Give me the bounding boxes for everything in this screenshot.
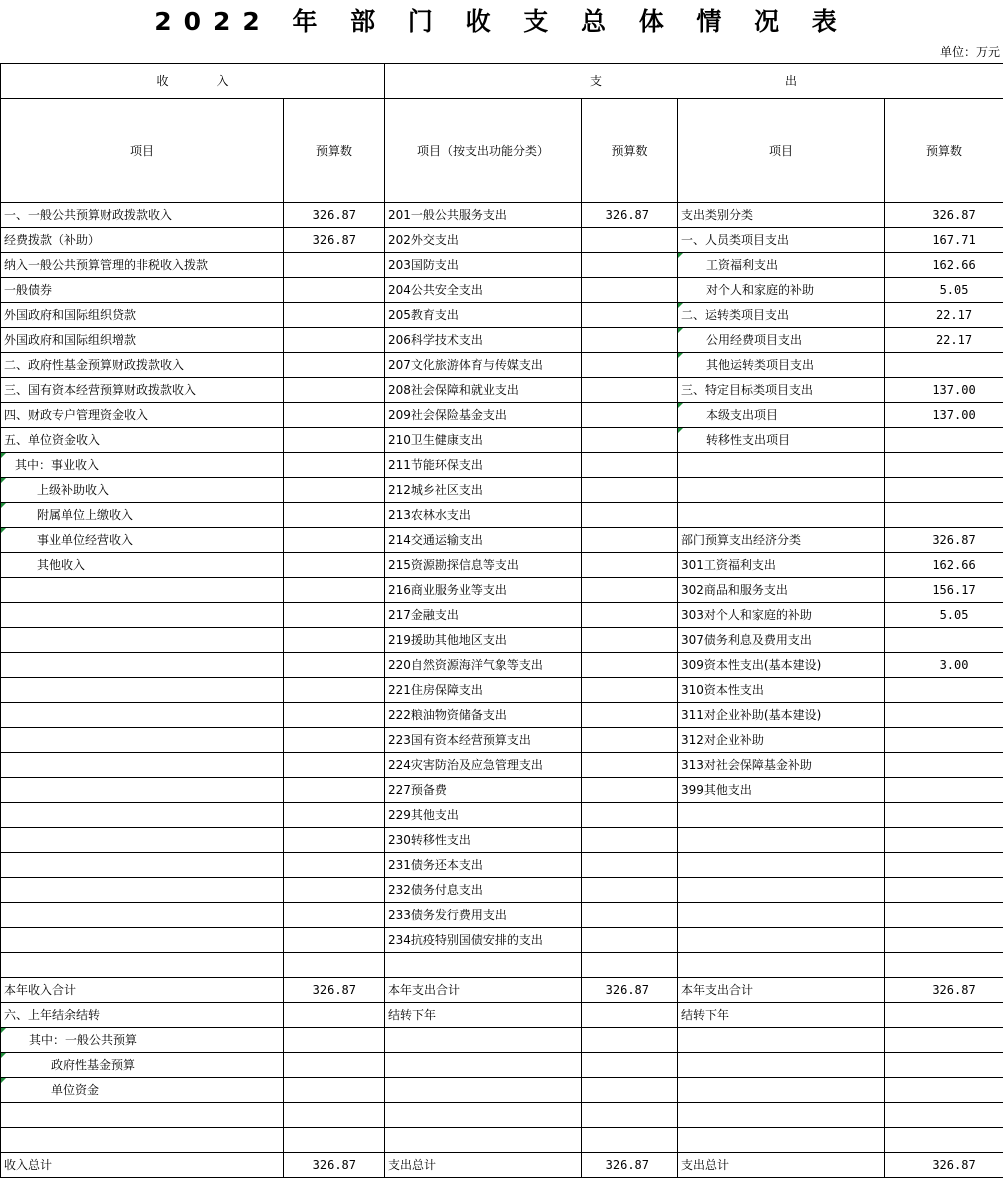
category-budget-cell bbox=[885, 778, 1003, 803]
unit-label: 单位：万元 bbox=[939, 45, 1000, 59]
category-item-cell: 本年支出合计 bbox=[678, 978, 885, 1003]
income-budget-cell bbox=[284, 278, 385, 303]
category-budget-cell: 326.87 bbox=[885, 978, 1003, 1003]
income-budget-cell bbox=[284, 1053, 385, 1078]
category-budget-cell: 137.00 bbox=[885, 403, 1003, 428]
category-item-cell: 转移性支出项目 bbox=[678, 428, 885, 453]
function-budget-cell bbox=[582, 428, 678, 453]
income-budget-cell bbox=[284, 253, 385, 278]
section-header-row bbox=[1, 64, 1003, 99]
income-budget-cell bbox=[284, 403, 385, 428]
income-item-cell bbox=[1, 603, 284, 628]
income-item-cell: 一、一般公共预算财政拨款收入 bbox=[1, 203, 284, 228]
table-row bbox=[1, 928, 1003, 953]
income-budget-cell bbox=[284, 1078, 385, 1103]
category-budget-cell bbox=[885, 1053, 1003, 1078]
table-row bbox=[1, 278, 1003, 303]
category-budget-cell bbox=[885, 878, 1003, 903]
category-budget-cell: 162.66 bbox=[885, 253, 1003, 278]
table-row bbox=[1, 1053, 1003, 1078]
category-item-cell: 公用经费项目支出 bbox=[678, 328, 885, 353]
function-item-cell: 230转移性支出 bbox=[385, 828, 582, 853]
income-budget-cell bbox=[284, 703, 385, 728]
function-budget-cell bbox=[582, 478, 678, 503]
category-item-cell bbox=[678, 1128, 885, 1153]
category-item-cell: 312对企业补助 bbox=[678, 728, 885, 753]
section-expense bbox=[385, 64, 1003, 99]
function-item-cell bbox=[385, 1103, 582, 1128]
category-budget-cell: 326.87 bbox=[885, 528, 1003, 553]
table-row bbox=[1, 1078, 1003, 1103]
function-item-cell: 203国防支出 bbox=[385, 253, 582, 278]
function-item-cell: 211节能环保支出 bbox=[385, 453, 582, 478]
category-item-cell: 支出总计 bbox=[678, 1153, 885, 1178]
income-item-cell: 单位资金 bbox=[1, 1078, 284, 1103]
income-item-cell bbox=[1, 878, 284, 903]
function-budget-cell bbox=[582, 528, 678, 553]
income-item-cell: 五、单位资金收入 bbox=[1, 428, 284, 453]
income-budget-cell bbox=[284, 903, 385, 928]
function-item-cell: 216商业服务业等支出 bbox=[385, 578, 582, 603]
income-budget-cell bbox=[284, 378, 385, 403]
income-item-cell bbox=[1, 828, 284, 853]
table-row bbox=[1, 703, 1003, 728]
function-item-cell: 229其他支出 bbox=[385, 803, 582, 828]
category-budget-cell: 156.17 bbox=[885, 578, 1003, 603]
income-budget-cell bbox=[284, 753, 385, 778]
function-budget-cell bbox=[582, 878, 678, 903]
function-budget-cell bbox=[582, 278, 678, 303]
income-item-cell: 其中：事业收入 bbox=[1, 453, 284, 478]
table-row bbox=[1, 1103, 1003, 1128]
column-header-row bbox=[1, 99, 1003, 203]
table-row bbox=[1, 953, 1003, 978]
function-budget-cell bbox=[582, 678, 678, 703]
function-budget-cell bbox=[582, 728, 678, 753]
function-budget-cell: 326.87 bbox=[582, 203, 678, 228]
category-budget-cell: 5.05 bbox=[885, 278, 1003, 303]
income-budget-cell bbox=[284, 1103, 385, 1128]
category-item-cell bbox=[678, 1078, 885, 1103]
category-item-cell: 三、特定目标类项目支出 bbox=[678, 378, 885, 403]
function-budget-cell bbox=[582, 353, 678, 378]
income-item-cell: 六、上年结余结转 bbox=[1, 1003, 284, 1028]
income-item-cell: 二、政府性基金预算财政拨款收入 bbox=[1, 353, 284, 378]
income-item-cell: 其中：一般公共预算 bbox=[1, 1028, 284, 1053]
function-item-cell: 221住房保障支出 bbox=[385, 678, 582, 703]
income-budget-cell bbox=[284, 728, 385, 753]
income-item-cell bbox=[1, 1128, 284, 1153]
income-budget-cell bbox=[284, 678, 385, 703]
function-budget-cell bbox=[582, 403, 678, 428]
category-item-cell: 313对社会保障基金补助 bbox=[678, 753, 885, 778]
category-budget-cell bbox=[885, 628, 1003, 653]
function-item-cell: 本年支出合计 bbox=[385, 978, 582, 1003]
category-budget-cell: 22.17 bbox=[885, 328, 1003, 353]
function-item-cell: 222粮油物资储备支出 bbox=[385, 703, 582, 728]
income-budget-cell bbox=[284, 478, 385, 503]
income-item-cell: 收入总计 bbox=[1, 1153, 284, 1178]
category-item-cell: 303对个人和家庭的补助 bbox=[678, 603, 885, 628]
income-budget-cell bbox=[284, 578, 385, 603]
function-budget-cell bbox=[582, 653, 678, 678]
category-budget-cell bbox=[885, 1128, 1003, 1153]
category-item-cell: 311对企业补助(基本建设) bbox=[678, 703, 885, 728]
category-budget-cell bbox=[885, 728, 1003, 753]
function-budget-cell bbox=[582, 853, 678, 878]
income-item-cell: 一般债券 bbox=[1, 278, 284, 303]
income-item-cell: 三、国有资本经营预算财政拨款收入 bbox=[1, 378, 284, 403]
function-budget-cell bbox=[582, 378, 678, 403]
function-item-cell: 231债务还本支出 bbox=[385, 853, 582, 878]
header-item-3: 项目 bbox=[678, 99, 885, 203]
function-item-cell: 232债务付息支出 bbox=[385, 878, 582, 903]
income-budget-cell bbox=[284, 603, 385, 628]
function-item-cell: 212城乡社区支出 bbox=[385, 478, 582, 503]
table-row bbox=[1, 453, 1003, 478]
function-budget-cell bbox=[582, 703, 678, 728]
table-row bbox=[1, 853, 1003, 878]
income-item-cell: 上级补助收入 bbox=[1, 478, 284, 503]
income-budget-cell bbox=[284, 653, 385, 678]
function-budget-cell bbox=[582, 228, 678, 253]
category-budget-cell bbox=[885, 703, 1003, 728]
income-item-cell bbox=[1, 728, 284, 753]
income-item-cell: 本年收入合计 bbox=[1, 978, 284, 1003]
header-budget-3: 预算数 bbox=[885, 99, 1003, 203]
income-budget-cell bbox=[284, 553, 385, 578]
function-budget-cell bbox=[582, 628, 678, 653]
category-item-cell: 工资福利支出 bbox=[678, 253, 885, 278]
category-budget-cell bbox=[885, 428, 1003, 453]
function-item-cell: 223国有资本经营预算支出 bbox=[385, 728, 582, 753]
table-row bbox=[1, 528, 1003, 553]
category-budget-cell: 167.71 bbox=[885, 228, 1003, 253]
table-row bbox=[1, 828, 1003, 853]
income-budget-cell bbox=[284, 878, 385, 903]
category-item-cell bbox=[678, 1053, 885, 1078]
budget-table bbox=[0, 63, 1003, 1178]
table-row bbox=[1, 1028, 1003, 1053]
function-budget-cell bbox=[582, 1128, 678, 1153]
header-item: 项目 bbox=[1, 99, 284, 203]
category-item-cell: 本级支出项目 bbox=[678, 403, 885, 428]
function-item-cell: 209社会保险基金支出 bbox=[385, 403, 582, 428]
page-title: 2022 年 部 门 收 支 总 体 情 况 表 bbox=[154, 7, 849, 36]
income-budget-cell bbox=[284, 1128, 385, 1153]
function-budget-cell: 326.87 bbox=[582, 978, 678, 1003]
table-row bbox=[1, 603, 1003, 628]
function-budget-cell bbox=[582, 603, 678, 628]
table-row bbox=[1, 503, 1003, 528]
table-row bbox=[1, 878, 1003, 903]
table-row bbox=[1, 653, 1003, 678]
table-row bbox=[1, 353, 1003, 378]
category-budget-cell: 137.00 bbox=[885, 378, 1003, 403]
function-item-cell: 204公共安全支出 bbox=[385, 278, 582, 303]
function-item-cell: 206科学技术支出 bbox=[385, 328, 582, 353]
category-budget-cell bbox=[885, 453, 1003, 478]
function-budget-cell bbox=[582, 903, 678, 928]
table-row bbox=[1, 678, 1003, 703]
function-item-cell: 205教育支出 bbox=[385, 303, 582, 328]
income-item-cell: 经费拨款（补助） bbox=[1, 228, 284, 253]
section-expense-left: 支 bbox=[590, 74, 603, 88]
income-budget-cell: 326.87 bbox=[284, 203, 385, 228]
category-item-cell: 302商品和服务支出 bbox=[678, 578, 885, 603]
category-item-cell: 支出类别分类 bbox=[678, 203, 885, 228]
category-item-cell: 其他运转类项目支出 bbox=[678, 353, 885, 378]
function-item-cell bbox=[385, 1078, 582, 1103]
table-row bbox=[1, 753, 1003, 778]
table-row bbox=[1, 978, 1003, 1003]
function-budget-cell bbox=[582, 1103, 678, 1128]
income-item-cell: 外国政府和国际组织贷款 bbox=[1, 303, 284, 328]
income-item-cell: 事业单位经营收入 bbox=[1, 528, 284, 553]
income-budget-cell bbox=[284, 1028, 385, 1053]
function-item-cell bbox=[385, 953, 582, 978]
function-item-cell: 201一般公共服务支出 bbox=[385, 203, 582, 228]
header-budget: 预算数 bbox=[284, 99, 385, 203]
table-row bbox=[1, 553, 1003, 578]
category-budget-cell bbox=[885, 678, 1003, 703]
income-item-cell bbox=[1, 928, 284, 953]
function-item-cell: 234抗疫特别国债安排的支出 bbox=[385, 928, 582, 953]
category-item-cell bbox=[678, 1028, 885, 1053]
function-budget-cell bbox=[582, 778, 678, 803]
category-item-cell bbox=[678, 953, 885, 978]
income-item-cell bbox=[1, 628, 284, 653]
income-item-cell bbox=[1, 678, 284, 703]
income-budget-cell bbox=[284, 303, 385, 328]
function-item-cell bbox=[385, 1128, 582, 1153]
income-budget-cell bbox=[284, 353, 385, 378]
category-item-cell bbox=[678, 478, 885, 503]
table-row bbox=[1, 378, 1003, 403]
income-item-cell bbox=[1, 853, 284, 878]
function-budget-cell bbox=[582, 953, 678, 978]
function-budget-cell bbox=[582, 1053, 678, 1078]
income-budget-cell: 326.87 bbox=[284, 1153, 385, 1178]
category-budget-cell: 3.00 bbox=[885, 653, 1003, 678]
category-budget-cell: 22.17 bbox=[885, 303, 1003, 328]
category-item-cell: 307债务利息及费用支出 bbox=[678, 628, 885, 653]
category-budget-cell bbox=[885, 1103, 1003, 1128]
table-row bbox=[1, 428, 1003, 453]
category-item-cell bbox=[678, 928, 885, 953]
table-row bbox=[1, 303, 1003, 328]
category-item-cell bbox=[678, 878, 885, 903]
category-item-cell: 一、人员类项目支出 bbox=[678, 228, 885, 253]
income-budget-cell bbox=[284, 953, 385, 978]
category-budget-cell bbox=[885, 928, 1003, 953]
category-budget-cell: 326.87 bbox=[885, 1153, 1003, 1178]
function-item-cell: 213农林水支出 bbox=[385, 503, 582, 528]
function-item-cell: 214交通运输支出 bbox=[385, 528, 582, 553]
function-budget-cell bbox=[582, 753, 678, 778]
section-expense-right: 出 bbox=[785, 74, 798, 88]
category-budget-cell bbox=[885, 503, 1003, 528]
category-item-cell bbox=[678, 903, 885, 928]
category-budget-cell bbox=[885, 1003, 1003, 1028]
income-budget-cell bbox=[284, 853, 385, 878]
function-item-cell: 208社会保障和就业支出 bbox=[385, 378, 582, 403]
category-budget-cell bbox=[885, 803, 1003, 828]
table-row bbox=[1, 228, 1003, 253]
function-item-cell: 215资源勘探信息等支出 bbox=[385, 553, 582, 578]
category-item-cell bbox=[678, 853, 885, 878]
function-budget-cell bbox=[582, 578, 678, 603]
function-budget-cell bbox=[582, 803, 678, 828]
category-budget-cell bbox=[885, 853, 1003, 878]
category-budget-cell bbox=[885, 753, 1003, 778]
function-item-cell: 210卫生健康支出 bbox=[385, 428, 582, 453]
income-budget-cell bbox=[284, 328, 385, 353]
income-item-cell bbox=[1, 753, 284, 778]
income-budget-cell bbox=[284, 428, 385, 453]
function-budget-cell bbox=[582, 928, 678, 953]
table-row bbox=[1, 778, 1003, 803]
income-item-cell: 其他收入 bbox=[1, 553, 284, 578]
income-item-cell: 附属单位上缴收入 bbox=[1, 503, 284, 528]
category-budget-cell: 162.66 bbox=[885, 553, 1003, 578]
category-budget-cell bbox=[885, 1078, 1003, 1103]
category-item-cell: 对个人和家庭的补助 bbox=[678, 278, 885, 303]
function-item-cell: 207文化旅游体育与传媒支出 bbox=[385, 353, 582, 378]
table-row bbox=[1, 628, 1003, 653]
income-budget-cell: 326.87 bbox=[284, 228, 385, 253]
table-row bbox=[1, 203, 1003, 228]
function-item-cell bbox=[385, 1028, 582, 1053]
category-item-cell bbox=[678, 503, 885, 528]
income-budget-cell bbox=[284, 453, 385, 478]
function-item-cell: 227预备费 bbox=[385, 778, 582, 803]
category-item-cell: 结转下年 bbox=[678, 1003, 885, 1028]
income-item-cell bbox=[1, 778, 284, 803]
function-item-cell: 结转下年 bbox=[385, 1003, 582, 1028]
function-budget-cell bbox=[582, 828, 678, 853]
function-budget-cell bbox=[582, 503, 678, 528]
income-item-cell bbox=[1, 803, 284, 828]
table-row bbox=[1, 1153, 1003, 1178]
function-item-cell bbox=[385, 1053, 582, 1078]
category-item-cell: 部门预算支出经济分类 bbox=[678, 528, 885, 553]
income-budget-cell bbox=[284, 928, 385, 953]
income-budget-cell bbox=[284, 778, 385, 803]
income-item-cell: 外国政府和国际组织增款 bbox=[1, 328, 284, 353]
function-budget-cell bbox=[582, 553, 678, 578]
category-item-cell: 399其他支出 bbox=[678, 778, 885, 803]
table-row bbox=[1, 1003, 1003, 1028]
category-budget-cell bbox=[885, 478, 1003, 503]
income-budget-cell bbox=[284, 1003, 385, 1028]
function-budget-cell bbox=[582, 253, 678, 278]
income-item-cell bbox=[1, 953, 284, 978]
header-func-item: 项目（按支出功能分类） bbox=[385, 99, 582, 203]
table-row bbox=[1, 903, 1003, 928]
income-budget-cell bbox=[284, 828, 385, 853]
category-item-cell: 309资本性支出(基本建设) bbox=[678, 653, 885, 678]
function-budget-cell: 326.87 bbox=[582, 1153, 678, 1178]
income-item-cell bbox=[1, 578, 284, 603]
table-row bbox=[1, 328, 1003, 353]
function-item-cell: 支出总计 bbox=[385, 1153, 582, 1178]
income-item-cell: 四、财政专户管理资金收入 bbox=[1, 403, 284, 428]
category-item-cell bbox=[678, 803, 885, 828]
section-income: 收 入 bbox=[1, 64, 385, 99]
income-item-cell: 纳入一般公共预算管理的非税收入拨款 bbox=[1, 253, 284, 278]
header-budget-2: 预算数 bbox=[582, 99, 678, 203]
function-budget-cell bbox=[582, 303, 678, 328]
function-budget-cell bbox=[582, 1003, 678, 1028]
function-item-cell: 224灾害防治及应急管理支出 bbox=[385, 753, 582, 778]
income-item-cell: 政府性基金预算 bbox=[1, 1053, 284, 1078]
function-item-cell: 202外交支出 bbox=[385, 228, 582, 253]
category-budget-cell: 326.87 bbox=[885, 203, 1003, 228]
income-budget-cell bbox=[284, 503, 385, 528]
category-budget-cell bbox=[885, 953, 1003, 978]
category-item-cell: 310资本性支出 bbox=[678, 678, 885, 703]
function-item-cell: 220自然资源海洋气象等支出 bbox=[385, 653, 582, 678]
income-item-cell bbox=[1, 1103, 284, 1128]
table-row bbox=[1, 478, 1003, 503]
category-budget-cell bbox=[885, 353, 1003, 378]
income-budget-cell: 326.87 bbox=[284, 978, 385, 1003]
category-budget-cell bbox=[885, 828, 1003, 853]
table-row bbox=[1, 728, 1003, 753]
category-item-cell: 二、运转类项目支出 bbox=[678, 303, 885, 328]
income-budget-cell bbox=[284, 528, 385, 553]
function-budget-cell bbox=[582, 453, 678, 478]
income-item-cell bbox=[1, 703, 284, 728]
income-item-cell bbox=[1, 653, 284, 678]
category-budget-cell: 5.05 bbox=[885, 603, 1003, 628]
table-row bbox=[1, 403, 1003, 428]
table-row bbox=[1, 1128, 1003, 1153]
table-row bbox=[1, 578, 1003, 603]
function-item-cell: 219援助其他地区支出 bbox=[385, 628, 582, 653]
category-item-cell: 301工资福利支出 bbox=[678, 553, 885, 578]
function-budget-cell bbox=[582, 328, 678, 353]
category-item-cell bbox=[678, 1103, 885, 1128]
income-budget-cell bbox=[284, 628, 385, 653]
category-item-cell bbox=[678, 453, 885, 478]
category-budget-cell bbox=[885, 903, 1003, 928]
income-budget-cell bbox=[284, 803, 385, 828]
income-item-cell bbox=[1, 903, 284, 928]
function-budget-cell bbox=[582, 1078, 678, 1103]
table-row bbox=[1, 803, 1003, 828]
function-item-cell: 233债务发行费用支出 bbox=[385, 903, 582, 928]
category-item-cell bbox=[678, 828, 885, 853]
function-item-cell: 217金融支出 bbox=[385, 603, 582, 628]
function-budget-cell bbox=[582, 1028, 678, 1053]
table-row bbox=[1, 253, 1003, 278]
category-budget-cell bbox=[885, 1028, 1003, 1053]
